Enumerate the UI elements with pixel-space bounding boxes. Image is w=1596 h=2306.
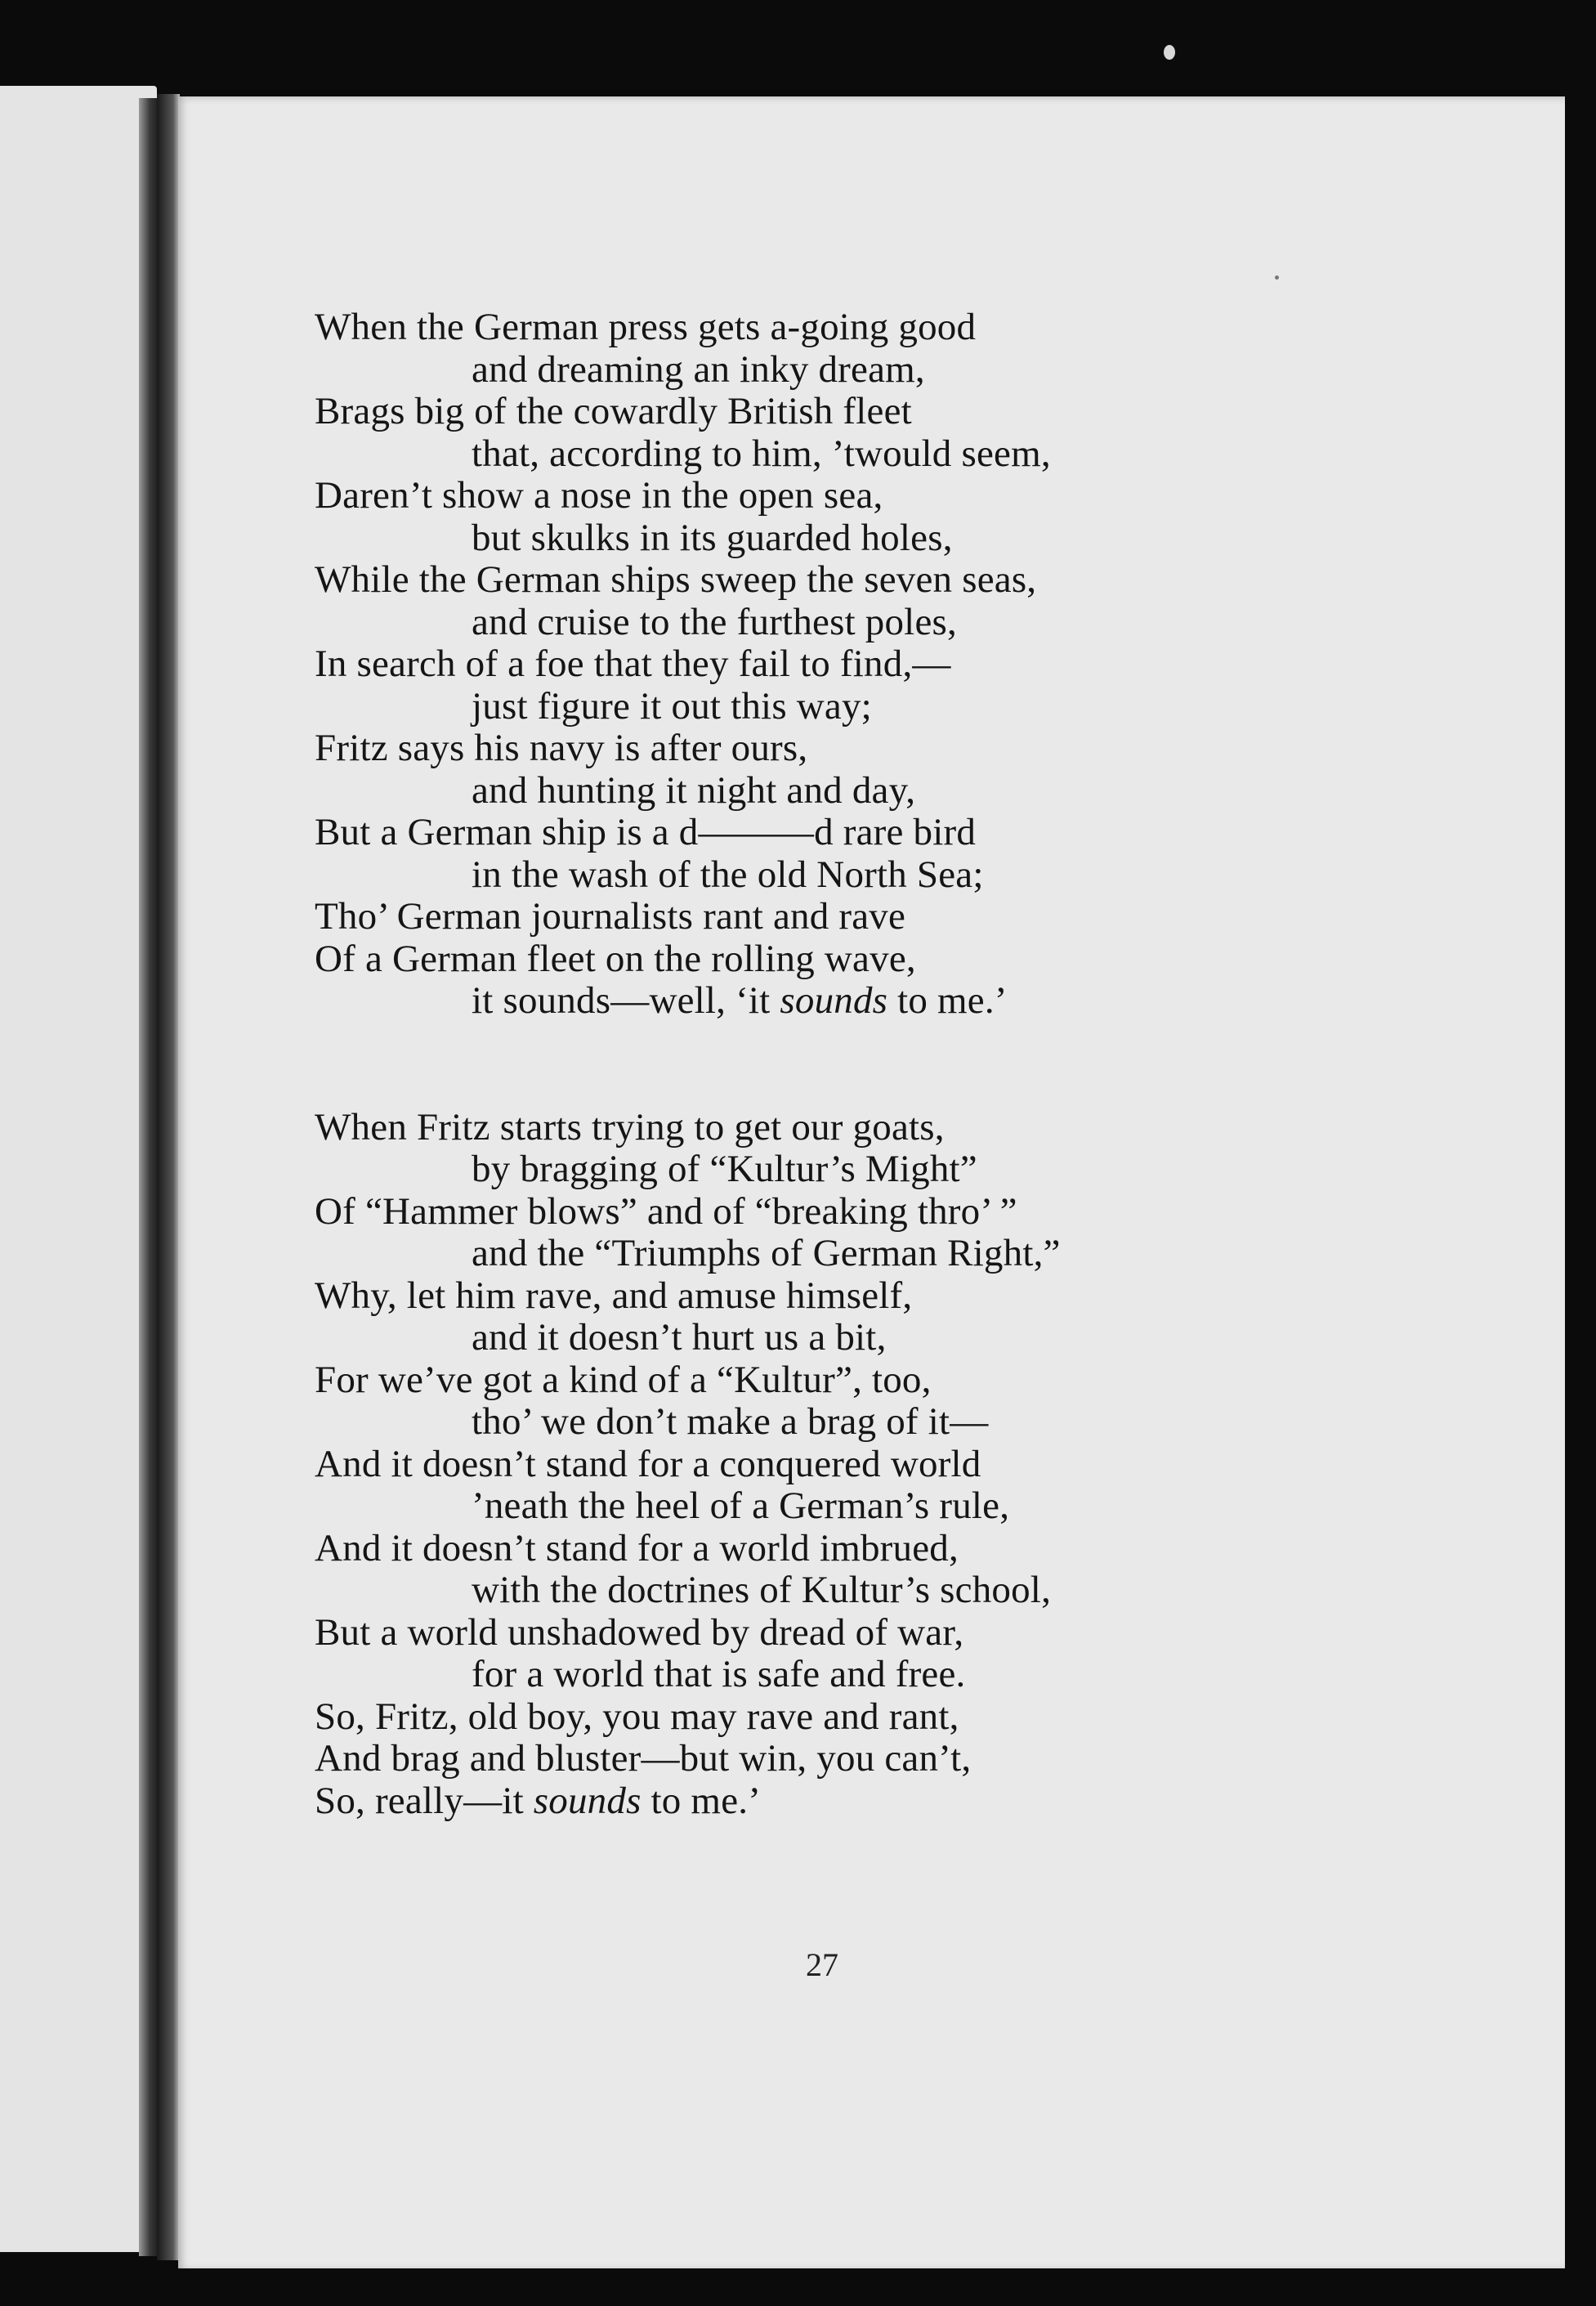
poem-line: Of a German fleet on the rolling wave, xyxy=(315,937,916,980)
poem-line: Daren’t show a nose in the open sea, xyxy=(315,474,883,517)
poem-line: and dreaming an inky dream, xyxy=(472,347,925,391)
poem-line: ’neath the heel of a German’s rule, xyxy=(472,1484,1010,1527)
poem-line: And it doesn’t stand for a conquered world xyxy=(315,1442,981,1485)
poem-line-text: to me.’ xyxy=(641,1779,762,1822)
poem-line: When the German press gets a-going good xyxy=(315,306,977,348)
poem-line: Fritz says his navy is after ours, xyxy=(315,727,808,769)
poem-line: but skulks in its guarded holes, xyxy=(472,516,953,559)
poem-line: But a world unshadowed by dread of war, xyxy=(315,1610,964,1654)
poem-line: Brags big of the cowardly British fleet xyxy=(315,390,912,432)
poem-line: Of “Hammer blows” and of “breaking thro’ ” xyxy=(315,1189,1017,1233)
poem-line-italic: sounds xyxy=(780,979,888,1022)
poem-line: and the “Triumphs of German Right,” xyxy=(472,1232,1061,1274)
poem-line: by bragging of “Kultur’s Might” xyxy=(472,1148,977,1190)
poem-line-italic: sounds xyxy=(533,1779,642,1822)
poem-line: So, Fritz, old boy, you may rave and rant, xyxy=(315,1695,959,1738)
poem-line: tho’ we don’t make a brag of it— xyxy=(472,1400,989,1443)
poem-line: for a world that is safe and free. xyxy=(472,1653,966,1695)
poem-line: In search of a foe that they fail to find,— xyxy=(315,643,951,685)
poem-line: in the wash of the old North Sea; xyxy=(472,853,984,896)
page-number: 27 xyxy=(806,1946,838,1983)
poem-line xyxy=(315,980,1246,1023)
stanza-2 xyxy=(315,1107,1246,1823)
poem-line: For we’ve got a kind of a “Kultur”, too, xyxy=(315,1358,932,1401)
poem-line: just figure it out this way; xyxy=(472,684,872,728)
stanza-1 xyxy=(315,307,1246,1023)
poem-line: with the doctrines of Kultur’s school, xyxy=(472,1569,1052,1611)
poem-line-text: to me.’ xyxy=(887,979,1008,1022)
poem-line-text: So, really—it xyxy=(315,1779,534,1822)
poem-line: While the German ships sweep the seven seas, xyxy=(315,558,1037,601)
poem-line: and cruise to the furthest poles, xyxy=(472,600,957,643)
left-page xyxy=(0,86,157,2252)
bottom-background xyxy=(0,2268,1596,2306)
poem-line: And brag and bluster—but win, you can’t, xyxy=(315,1737,972,1780)
poem-line xyxy=(315,1780,1246,1823)
poem-line: and it doesn’t hurt us a bit, xyxy=(472,1316,887,1359)
poem-line: But a German ship is a d———d rare bird xyxy=(315,811,977,853)
poem-line: that, according to him, ’twould seem, xyxy=(472,432,1051,475)
dust-speck xyxy=(1275,275,1279,280)
poem xyxy=(315,307,1246,1822)
poem-line: And it doesn’t stand for a world imbrued, xyxy=(315,1526,959,1569)
left-page-edge xyxy=(139,98,157,2256)
poem-line: Why, let him rave, and amuse himself, xyxy=(315,1274,913,1317)
poem-line-text: it sounds—well, ‘it xyxy=(472,979,780,1022)
book-gutter xyxy=(157,94,180,2260)
poem-line: and hunting it night and day, xyxy=(472,768,916,812)
poem-line: When Fritz starts trying to get our goats, xyxy=(315,1105,945,1149)
dust-speck xyxy=(1164,45,1175,60)
poem-line: Tho’ German journalists rant and rave xyxy=(315,895,906,938)
